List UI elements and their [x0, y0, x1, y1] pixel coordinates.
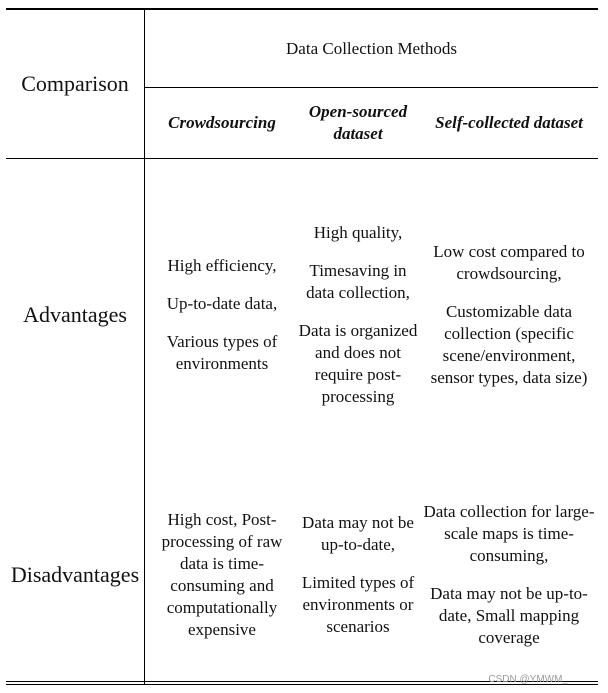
cell-paragraph: Limited types of environments or scenarios: [301, 573, 415, 636]
cell-paragraph: Customizable data collection (specific scene/environment, sensor types, data size): [430, 302, 588, 387]
advantages-crowdsourcing-cell: [150, 160, 294, 470]
comparison-header-text: Comparison: [21, 71, 129, 96]
advantages-open-sourced-cell: [297, 160, 419, 470]
advantages-self-collected-cell: [420, 160, 598, 470]
row-label-advantages: [6, 160, 144, 470]
cell-paragraph: Various types of environments: [166, 332, 278, 373]
cell-paragraph: Low cost compared to crowdsourcing,: [433, 242, 585, 283]
cell-paragraph: High cost, Post-processing of raw data is time-consuming and computationally expensive: [161, 510, 283, 639]
cell-paragraph: High efficiency,: [167, 256, 277, 275]
cell-paragraph: Data is organized and does not require post-processing: [298, 321, 418, 406]
cell-paragraph: Timesaving in data collection,: [306, 261, 410, 302]
cell-paragraph: Data may not be up-to-date, Small mapping coverage: [430, 584, 588, 647]
comparison-header: [6, 10, 144, 158]
row-label-disadvantages: [4, 470, 146, 680]
group-header-text: Data Collection Methods: [286, 38, 457, 58]
column-header-open-sourced: [296, 88, 420, 158]
column-header-crowdsourcing: [148, 88, 296, 158]
disadvantages-open-sourced-cell: [297, 470, 419, 680]
column-header-text: Self-collected dataset: [435, 113, 583, 132]
disadvantages-self-collected-cell: [420, 470, 598, 680]
header-bottom-rule: [6, 158, 598, 159]
column-header-self-collected: [420, 88, 598, 158]
row-label-text: Advantages: [23, 302, 127, 327]
row-label-text: Disadvantages: [10, 562, 140, 587]
cell-paragraph: Data collection for large-scale maps is time-consuming,: [423, 502, 595, 565]
watermark-text: CSDN @YMWM_: [488, 674, 568, 685]
cell-paragraph: Data may not be up-to-date,: [302, 513, 414, 554]
cell-paragraph: Up-to-date data,: [166, 294, 278, 313]
group-header: [145, 10, 598, 87]
cell-paragraph: High quality,: [313, 223, 403, 242]
column-header-text: Crowdsourcing: [168, 113, 276, 132]
disadvantages-crowdsourcing-cell: [150, 470, 294, 680]
column-header-text: Open-sourced dataset: [308, 102, 408, 143]
